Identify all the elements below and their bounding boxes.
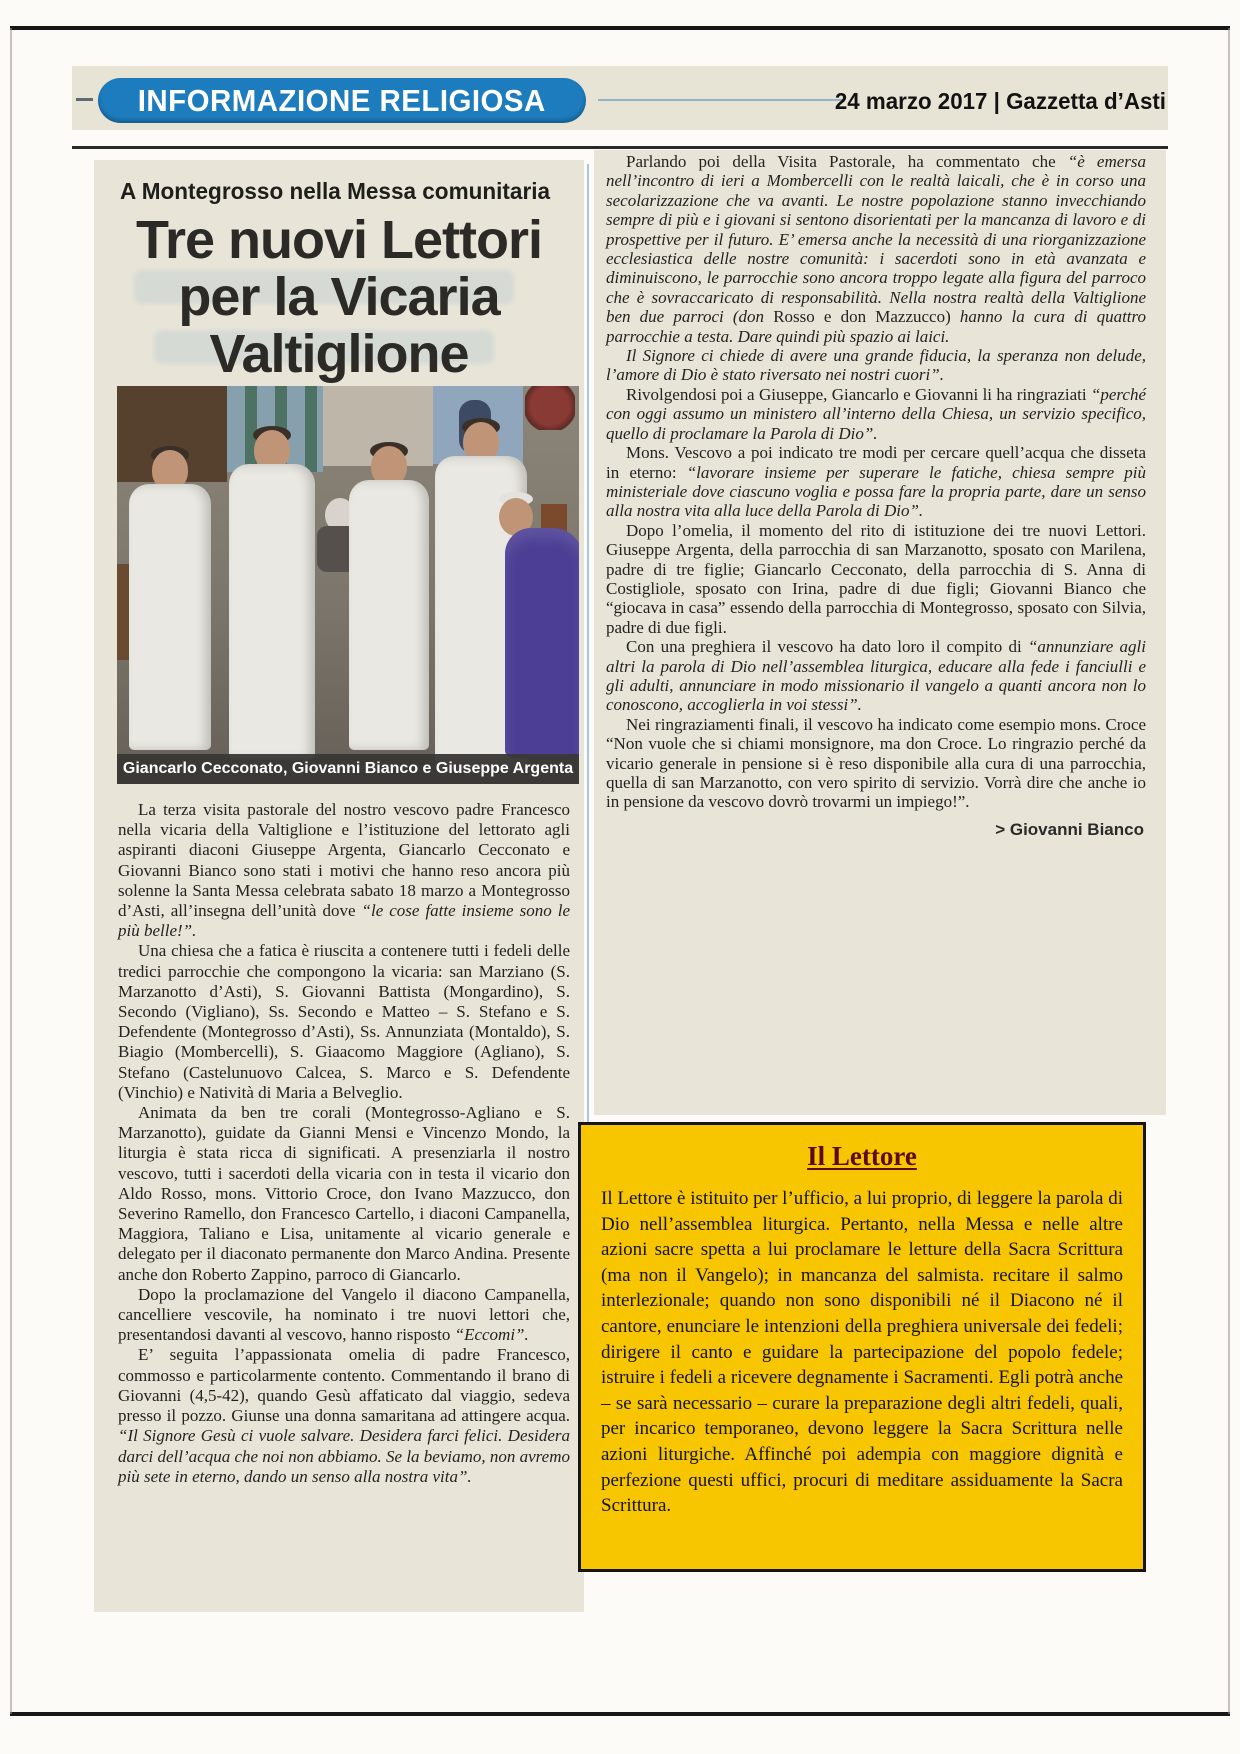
article-paragraph xyxy=(606,385,1146,443)
text-segment: La terza visita pastorale del nostro vescovo padre Francesco nella vicaria della Valtiglione e l’istituzione del lettorato agli aspiranti diaconi Giuseppe Argenta, Giancarlo Cecconato e Giovanni Bianco sono stati i motivi che hanno reso ancora più solenne la Santa Messa celebrata sabato 18 marzo a Montegrosso d’Asti, all’insegna dell’unità dove xyxy=(118,800,570,921)
section-label: INFORMAZIONE RELIGIOSA xyxy=(137,82,547,118)
right-column-text xyxy=(606,152,1146,839)
article-paragraph xyxy=(118,1103,570,1285)
text-segment: “annunziare agli altri la parola di Dio nell’assemblea liturgica, educare alla fede i fanciulli e gli adulti, annunciare in modo missionario il vangelo a quanti ancora non lo conoscono, accoglierla in voi stessi”. xyxy=(606,637,1146,715)
text-segment: Il Lettore è istituito per l’ufficio, a lui proprio, di leggere la parola di Dio nell’assemblea liturgica. Pertanto, nella Messa e nelle altre azioni sacre spetta a lui proclamare le letture della Sacra Scrittura (ma non il Vangelo); in mancanza del salmista. recitare il salmo interlezionale; quando non sono disponibili né il Diacono né il cantore, enunciare le intenzioni della preghiera universale dei fedeli; dirigere il canto e guidare la partecipazione del popolo fedele; istruire i fedeli a ricevere degnamente i Sacramenti. Egli potrà anche – se sarà necessario – curare la preparazione degli altri fedeli, quali, per incarico temporaneo, devono leggere la Sacra Scrittura nelle azioni liturgiche. Affinché poi adempia con maggiore dignità e perfezione questi uffici, procuri di meditare assiduamente la Sacra Scrittura. xyxy=(601,1188,1123,1517)
text-segment: Con una preghiera il vescovo ha dato loro il compito di xyxy=(626,637,1028,657)
header-divider-rule xyxy=(72,146,1168,149)
article-paragraph xyxy=(606,521,1146,637)
article-paragraph xyxy=(606,637,1146,715)
photo-caption: Giancarlo Cecconato, Giovanni Bianco e Giuseppe Argenta xyxy=(117,754,579,784)
section-pill xyxy=(98,78,586,123)
article-paragraph xyxy=(606,152,1146,346)
text-segment: hanno la cura di quattro parrocchie a testa. Dare quindi più spazio ai laici. xyxy=(606,307,1146,346)
photo-lector-figure xyxy=(229,430,315,760)
text-segment: Parlando poi della Visita Pastorale, ha commentato che xyxy=(626,152,1068,171)
article-paragraph xyxy=(606,715,1146,812)
lettore-box-body xyxy=(601,1186,1123,1519)
article-paragraph xyxy=(606,346,1146,385)
text-segment: “lavorare insieme per superare le fatiche, chiesa sempre più ministeriale dove ciascuno voglia e possa fare la propria parte, dare un senso alla nostra vita alla luce della Parola di Dio”. xyxy=(606,462,1146,521)
left-column-text xyxy=(118,800,570,1487)
page-top-rule xyxy=(10,26,1230,30)
text-segment: “Il Signore Gesù ci vuole salvare. Desidera farci felici. Desidera darci dell’acqua che noi non abbiamo. Se la beviamo, non avremo più sete in eterno, dando un senso alla nostra vita”. xyxy=(118,1426,570,1486)
masthead-rule-right xyxy=(598,99,844,101)
article-paragraph xyxy=(118,1345,570,1486)
photo-bishop-figure xyxy=(505,528,579,758)
text-segment: Una chiesa che a fatica è riuscita a contenere tutti i fedeli delle tredici parrocchie che compongono la vicaria: san Marziano (S. Marzanotto d’Asti), S. Giovanni Battista (Mongardino), S. Secondo (Vigliano), Ss. Secondo e Matteo – S. Stefano e S. Defendente (Montegrosso d’Asti), Ss. Annunziata (Montaldo), S. Biagio (Mombercelli), S. Giaacomo Maggiore (Agliano), S. Stefano (Castelunuovo Calcea, S. Marco e S. Defendente (Vinchio) e Natività di Maria a Belveglio. xyxy=(118,941,570,1102)
photo-lector-figure xyxy=(349,446,429,750)
article-paragraph xyxy=(118,1285,570,1346)
headline-line: per la Vicaria xyxy=(178,267,500,327)
text-segment: Dopo l’omelia, il momento del rito di istituzione dei tre nuovi Lettori. Giuseppe Argenta, della parrocchia di san Marzanotto, sposato con Marilena, padre di tre figlie; Giancarlo Cecconato, della parrocchia di S. Anna di Costigliole, sposato con Irina, padre di due figli; Giovanni Bianco che “giocava in casa” essendo della parrocchia di Montegrosso, sposato con Silvia, padre di due figli. xyxy=(606,520,1146,637)
headline-line: Valtiglione xyxy=(209,324,469,384)
article-paragraph xyxy=(601,1186,1123,1519)
article-byline: > Giovanni Bianco xyxy=(995,819,1144,839)
article-right-column xyxy=(594,150,1166,1115)
text-segment: Animata da ben tre corali (Montegrosso-Agliano e S. Marzanotto), guidate da Gianni Mensi e Vincenzo Mondo, la liturgia è stata ricca di significati. A presenziarla il nostro vescovo, tutti i sacerdoti della vicaria con in testa il vicario don Aldo Rosso, mons. Vittorio Croce, don Ivano Mazzucco, don Severino Ramello, don Francesco Cartello, i diaconi Campanella, Maggiora, Taliano e Lisa, unitamente al vicario generale e delegato per il diaconato permanente don Marco Andina. Presente anche don Roberto Zappino, parroco di Giancarlo. xyxy=(118,1103,570,1284)
text-segment: Nei ringraziamenti finali, il vescovo ha indicato come esempio mons. Croce “Non vuole che si chiami monsignore, ma don Croce. Lo ringrazio perché da vicario generale in pensione si è reso disponibile alla cura di una parrocchia, quella di san Marzanotto, con vero spirito di servizio. Vorrà dire che anche io in pensione da vescovo dovrò trovarmi un impiego!”. xyxy=(606,714,1146,812)
article-left-column xyxy=(94,160,584,1612)
date-line: 24 marzo 2017 | Gazzetta d’Asti xyxy=(834,88,1166,114)
article-headline xyxy=(102,212,576,383)
page-bottom-rule xyxy=(10,1712,1230,1716)
text-segment: Dopo la proclamazione del Vangelo il diacono Campanella, cancelliere vescovile, ha nominato i tre nuovi lettori che, presentandosi davanti al vescovo, hanno risposto xyxy=(118,1284,570,1345)
text-segment: Rivolgendosi poi a Giuseppe, Giancarlo e Giovanni li ha ringraziati xyxy=(626,384,1091,404)
lettore-box xyxy=(578,1122,1146,1572)
masthead-rule-left xyxy=(76,98,93,101)
article-photo xyxy=(117,386,579,784)
article-paragraph xyxy=(606,443,1146,521)
text-segment: “Eccomi”. xyxy=(454,1325,529,1345)
text-segment: E’ seguita l’appassionata omelia di padre Francesco, commosso e particolarmente contento. Commentando il brano di Giovanni (4,5-42), quando Gesù affaticato dal viaggio, sedeva presso il pozzo. Giunse una donna samaritana ad attingere acqua. xyxy=(118,1345,570,1426)
page-left-edge-line xyxy=(10,28,12,1714)
right-column-paragraphs xyxy=(606,152,1146,812)
photo-flowers xyxy=(525,386,575,430)
article-paragraph xyxy=(118,941,570,1103)
article-kicker: A Montegrosso nella Messa comunitaria xyxy=(120,178,551,204)
page-right-edge-line xyxy=(1228,28,1230,1714)
photo-lector-figure xyxy=(129,450,211,750)
text-segment: “le cose fatte insieme sono le più belle!”. xyxy=(118,901,570,941)
text-segment: Rosso e don Mazzucco) xyxy=(773,307,951,327)
article-paragraph xyxy=(118,800,570,941)
text-segment: Mons. Vescovo a poi indicato tre modi per cercare quell’acqua che disseta in eterno: xyxy=(606,443,1146,482)
text-segment: Il Signore ci chiede di avere una grande fiducia, la speranza non delude, l’amore di Dio è stato riversato nei nostri cuori”. xyxy=(606,346,1146,385)
lettore-box-title: Il Lettore xyxy=(807,1141,917,1171)
text-segment: “è emersa nell’incontro di ieri a Mombercelli con le realtà laicali, che è in corso una secolarizzazione che va avanti. Le nostre popolazione stanno invecchiando sempre di più e i giovani si sentono disorientati per la mancanza di lavoro e di prospettive per il futuro. E’ emersa anche la necessità di una riorganizzazione ecclesiastica delle nostre comunità: i sacerdoti sono in età avanzata e diminuiscono, le parrocchie sono ancora troppo legate alla figura del parroco che è sovraccaricato di responsabilità. Nella nostra realtà della Valtiglione ben due parroci (don xyxy=(606,152,1146,327)
text-segment: “perché con oggi assumo un ministero all’interno della Chiesa, un servizio specifico, quello di proclamare la Parola di Dio”. xyxy=(606,384,1146,443)
headline-line: Tre nuovi Lettori xyxy=(135,210,543,270)
